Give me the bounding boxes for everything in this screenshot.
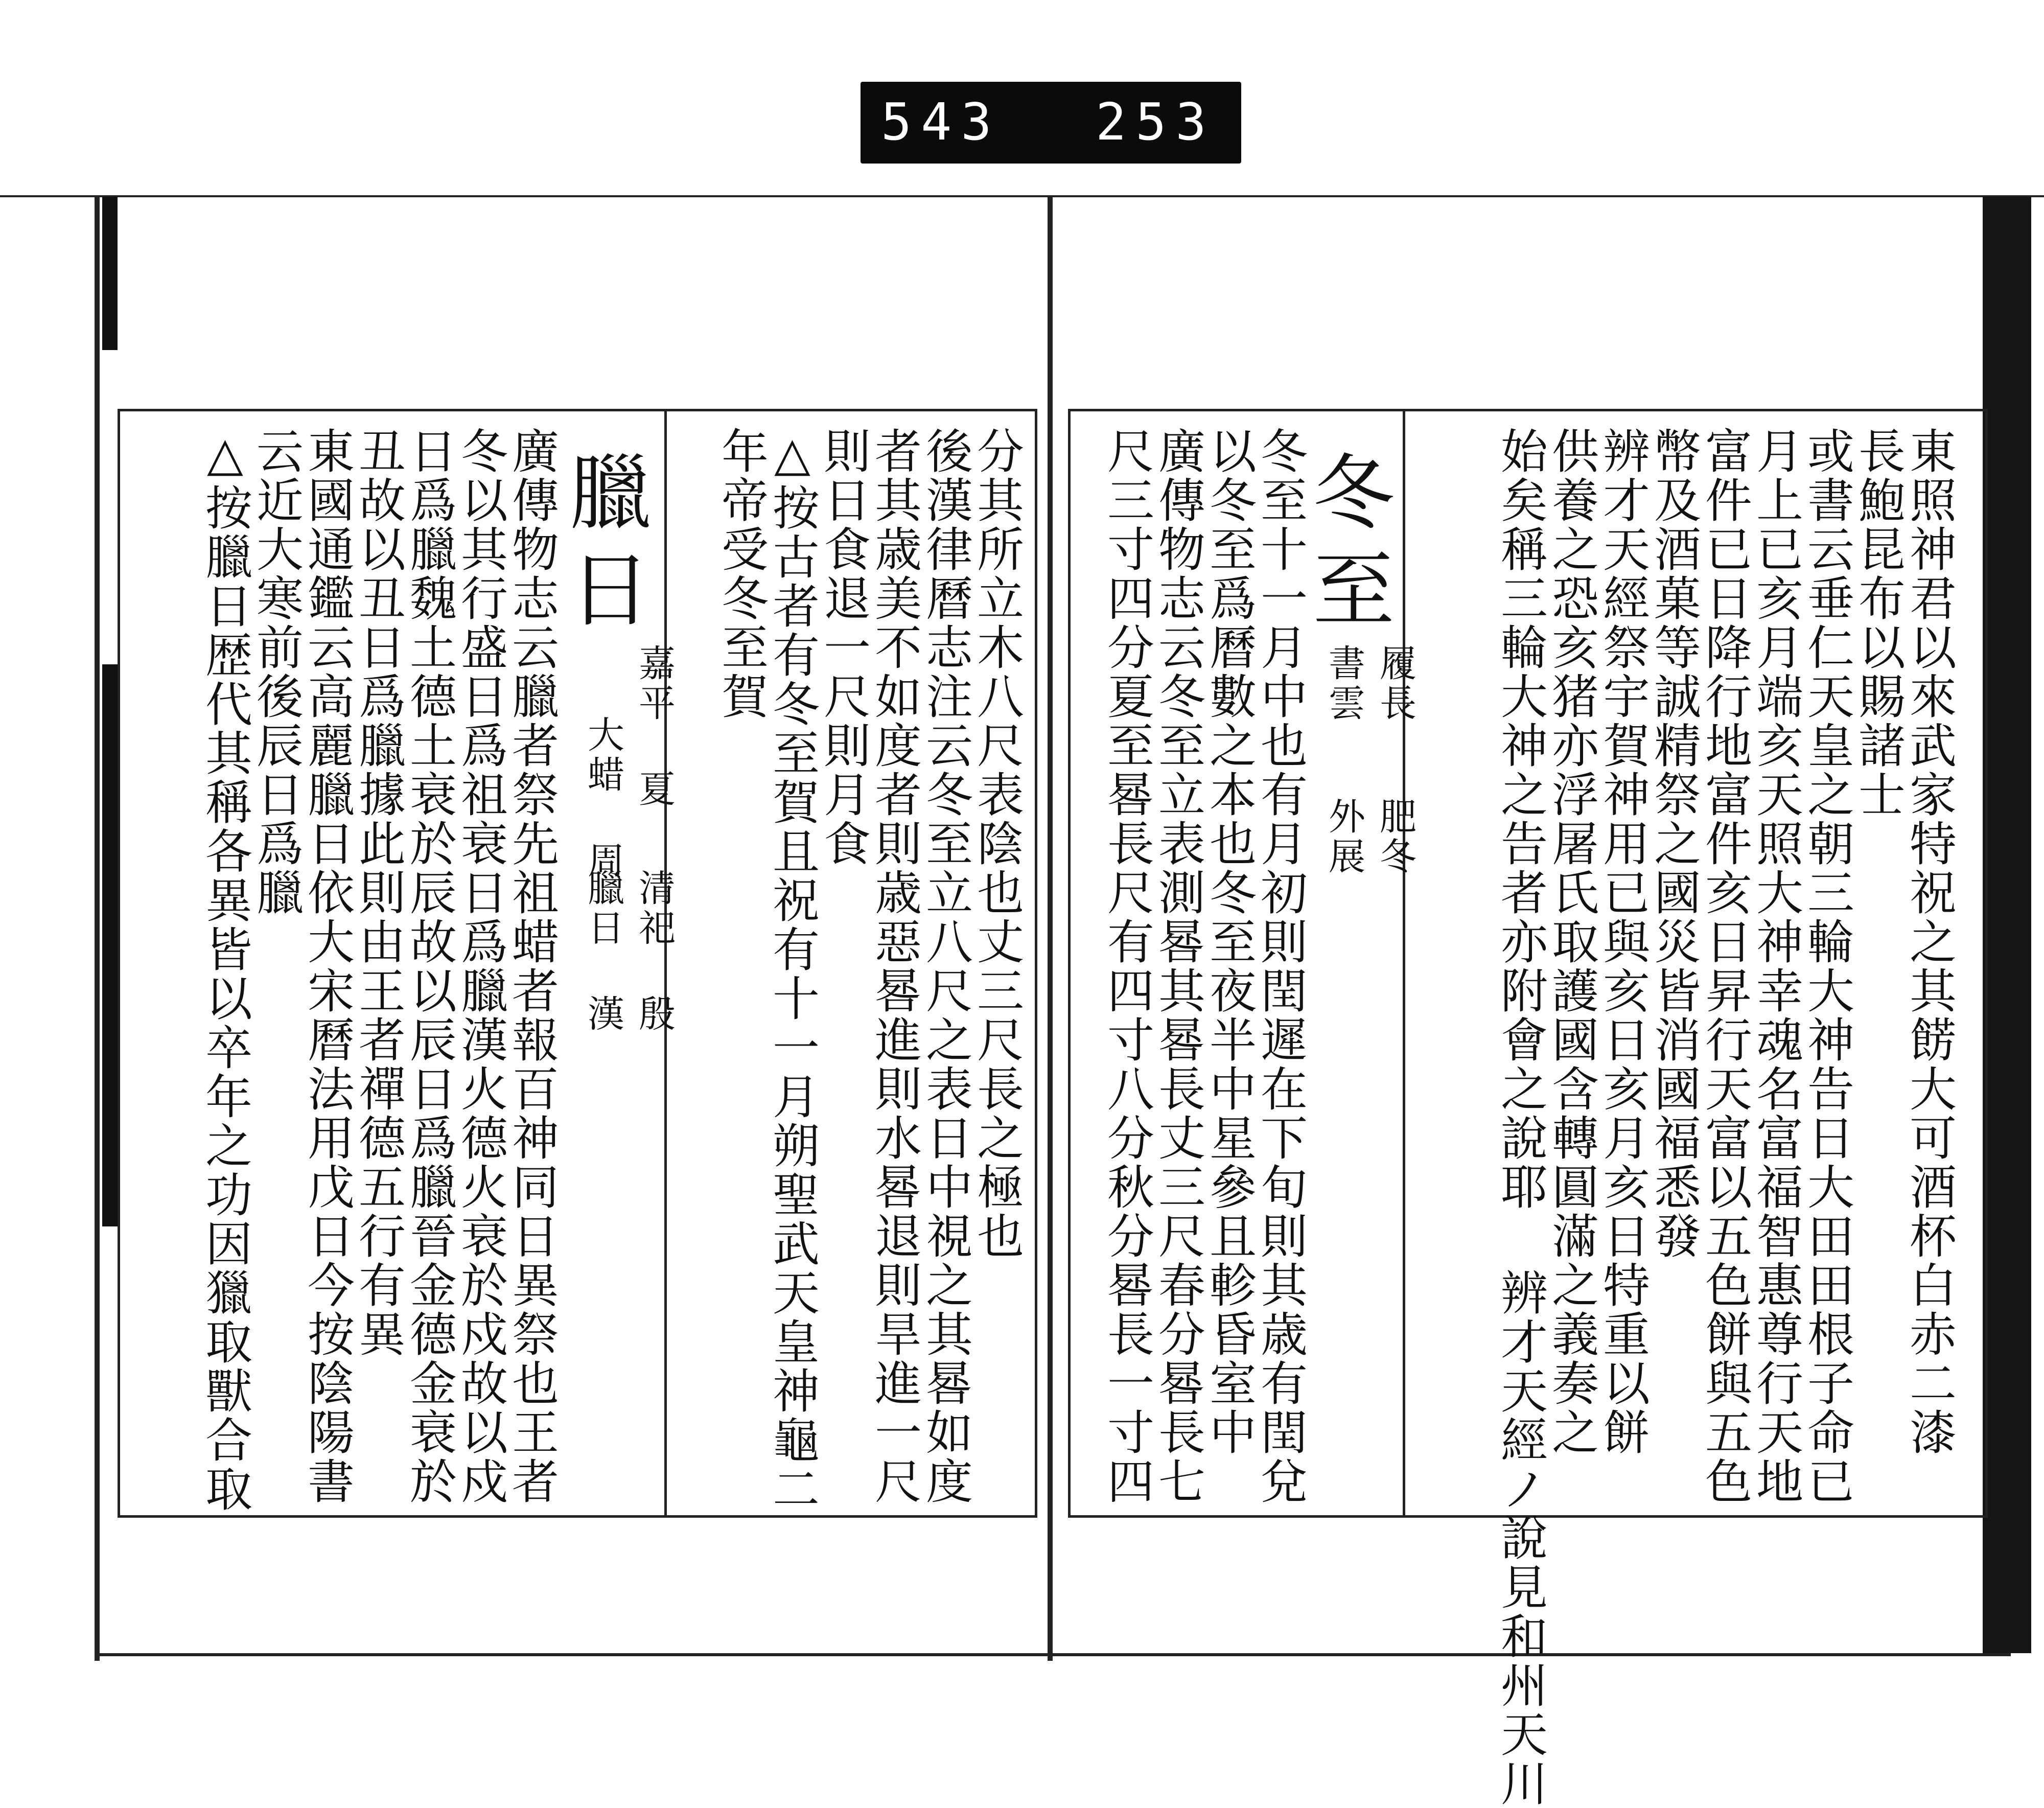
rou-sub-1: 嘉平 夏 [633,644,676,809]
left-spine-block-2 [102,664,118,1226]
left-col-6: 年帝受冬至賀 [714,427,769,721]
toji-col-2: 以冬至爲曆數之本也冬至夜半中星參且軫昏室中 [1202,427,1257,1457]
bottom-edge [95,1653,2011,1656]
rou-col-7: △按臘日歴代其稱各異皆以卒年之功因獵取獸合取 [198,427,252,1514]
right-col-5: 富件已日降行地富件亥日昇行天富以五色餅與五色 [1698,427,1752,1506]
toji-sub-1: 履長 [1374,644,1416,724]
right-col-9: 始矣稱三輪大神之告者亦附會之說耶 辨才天經ノ說見和州天川 [1493,427,1548,1808]
rou-col-4: 丑故以丑日爲臘據此則由王者禪德五行有異 [351,427,406,1359]
rou-col-6: 云近大寒前後辰日爲臘 [249,427,304,917]
right-spine [1983,197,2031,1653]
rou-sub-2: 清祀 殷 [633,869,676,1034]
left-col-1: 分其所立木八尺表陰也丈三尺長之極也 [969,427,1024,1261]
toji-sub-4: 外展 [1322,797,1365,877]
rou-col-1: 廣傳物志云臘者祭先祖蜡者報百神同日異祭也王者 [504,427,559,1506]
rou-col-2: 冬以其行盛日爲祖衰日爲臘漢火德火衰於戍故以戍 [453,427,508,1506]
left-col-4: 則日食退一尺則月食 [816,427,871,868]
rou-col-3: 日爲臘魏土德土衰於辰故以辰日爲臘晉金德金衰於 [402,427,457,1506]
toji-col-1: 冬至十一月中也有月初則閏遲在下旬則其歳有閏兌 [1253,427,1308,1506]
right-col-7: 辨才天經祭宇賀神用已與亥日亥月亥日特重以餅 [1595,427,1650,1457]
left-col-3: 者其歳美不如度者則歳惡晷進則水晷退則旱進一尺 [867,427,922,1506]
right-col-6: 幣及酒菓等誠精祭之國災皆消國福悉發 [1646,427,1701,1261]
left-spine-block [102,197,118,350]
section-title-toji: 冬至 [1299,450,1395,644]
toji-col-3: 廣傳物志云冬至立表測晷其晷長丈三尺春分晷長七 [1151,427,1205,1506]
center-gutter [1048,197,1053,1661]
toji-sub-2: 肥冬 [1374,797,1416,877]
toji-col-4: 尺三寸四分夏至晷長尺有四寸八分秋分晷長一寸四 [1100,427,1154,1506]
section-title-roujitsu: 臘日 [555,450,651,644]
left-col-2: 後漢律曆志注云冬至立八尺之表日中視之其晷如度 [918,427,973,1506]
archive-number-right: 253 [1096,92,1216,152]
right-col-4: 月上已亥月端亥天照大神幸魂名富福智惠尊行天地 [1749,427,1803,1506]
rou-sub-3: 大蜡 周 [582,715,624,881]
right-frame-divider [1403,409,1405,1515]
page-top-edge [0,195,2044,197]
right-col-2: 長鮑昆布以賜諸士 [1851,427,1906,819]
archive-number-label [861,82,1241,164]
archive-number-left: 543 [881,92,1001,152]
left-col-5: △按古者有冬至賀且祝有十一月朔聖武天皇神龜二 [765,427,820,1514]
right-col-1: 東照神君以來武家特祝之其餝大可酒杯白赤二漆 [1902,427,1957,1457]
right-col-3: 或書云垂仁天皇之朝三輪大神告日大田田根子命已 [1800,427,1854,1506]
rou-col-5: 東國通鑑云高麗臘日依大宋曆法用戊日今按陰陽書 [300,427,355,1506]
toji-sub-3: 書雲 [1322,644,1365,724]
rou-sub-4: 臘日 漢 [582,869,624,1034]
left-page-left-edge [95,197,100,1661]
right-col-8: 供養之恐亥猪亦浮屠氏取護國含轉圓滿之義奏之 [1544,427,1599,1457]
